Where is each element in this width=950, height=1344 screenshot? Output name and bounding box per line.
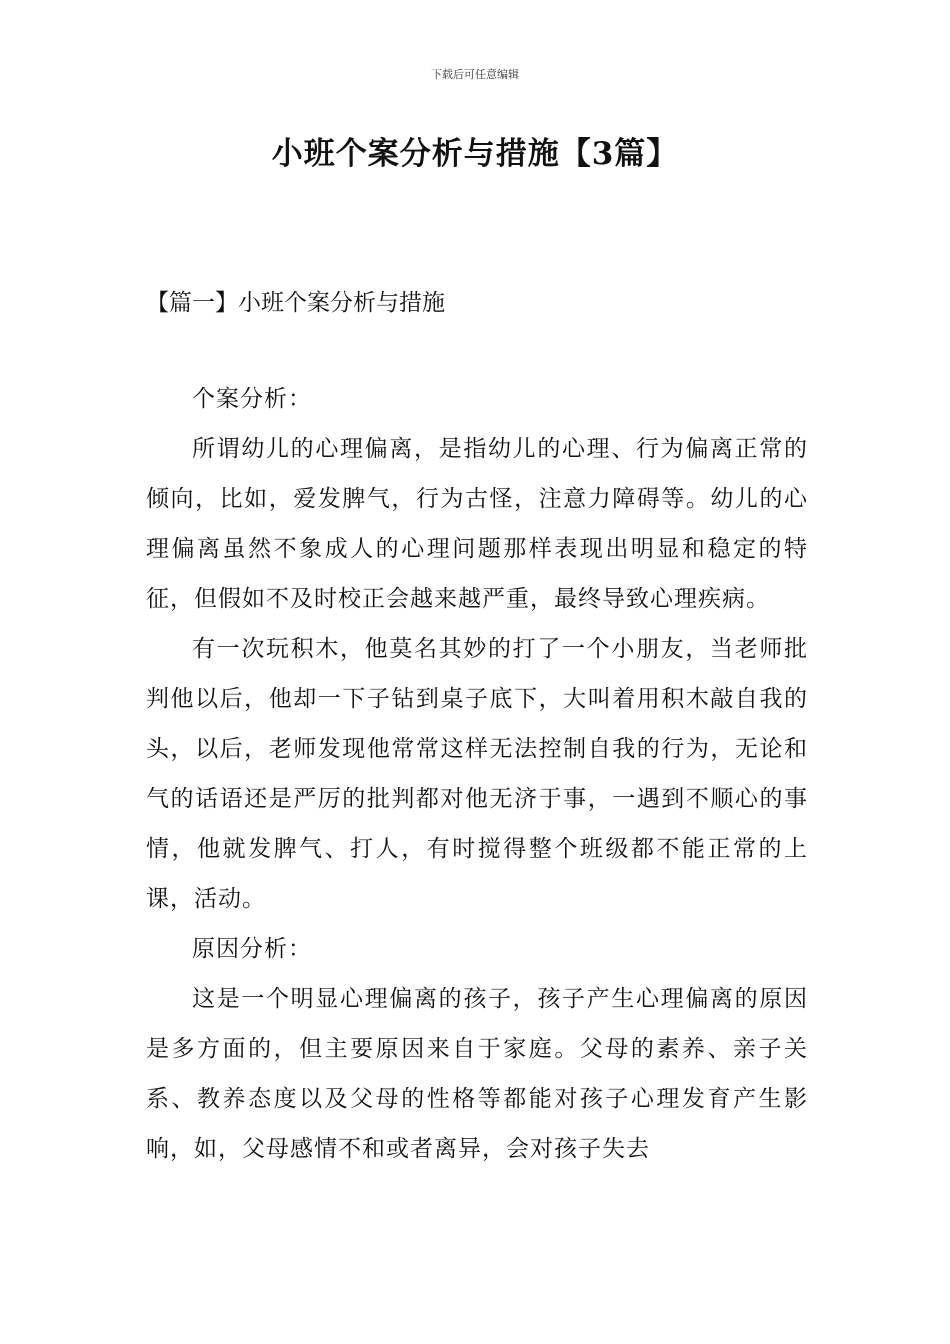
section-heading: 【篇一】小班个案分析与措施 <box>146 290 445 316</box>
header-note: 下载后可任意编辑 <box>431 68 519 81</box>
paragraph: 有一次玩积木，他莫名其妙的打了一个小朋友，当老师批判他以后，他却一下子钻到桌子底下，大叫着用积木敲自我的头，以后，老师发现他常常这样无法控制自我的行为，无论和气的话语还是严厉的批判都对他无济于事，一遇到不顺心的事情，他就发脾气、打人，有时搅得整个班级都不能正常的上课，活动。 <box>146 636 808 912</box>
paragraph: 所谓幼儿的心理偏离，是指幼儿的心理、行为偏离正常的倾向，比如，爱发脾气，行为古怪，注意力障碍等。幼儿的心理偏离虽然不象成人的心理问题那样表现出明显和稳定的特征，但假如不及时校正会越来越严重，最终导致心理疾病。 <box>146 436 808 612</box>
document-title: 小班个案分析与措施【3篇】 <box>271 136 679 172</box>
document-body <box>146 374 808 1174</box>
paragraph-case-analysis-label: 个案分析： <box>192 386 312 412</box>
paragraph: 这是一个明显心理偏离的孩子，孩子产生心理偏离的原因是多方面的，但主要原因来自于家庭。父母的素养、亲子关系、教养态度以及父母的性格等都能对孩子心理发育产生影响，如，父母感情不和或者离异，会对孩子失去 <box>146 986 808 1162</box>
paragraph-cause-analysis-label: 原因分析： <box>192 936 312 962</box>
